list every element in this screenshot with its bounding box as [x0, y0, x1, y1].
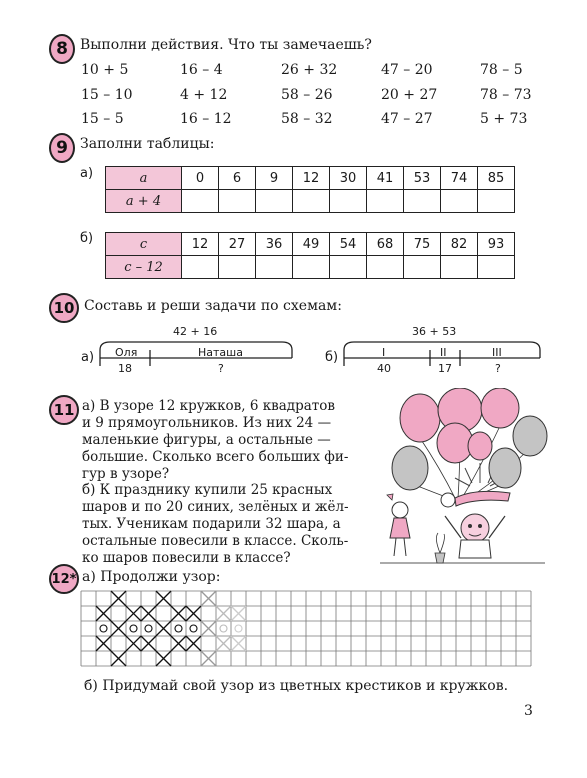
exercise-8-instruction: Выполни действия. Что ты замечаешь? — [80, 37, 372, 53]
table-cell: 6 — [219, 167, 256, 190]
text-line: шаров и по 20 синих, зелёных и жёл- — [82, 499, 349, 515]
scheme-b-part-3: III — [492, 346, 502, 359]
exercise-10-number: 10 — [49, 293, 79, 323]
table-cell: 30 — [330, 167, 367, 190]
table-b-label: б) — [80, 231, 94, 246]
exercise-8-number: 8 — [49, 34, 75, 64]
pattern-cross — [126, 606, 141, 621]
exercise-12b-instruction: б) Придумай свой узор из цветных крестиков и кружков. — [84, 678, 509, 694]
scheme-a-label: а) — [81, 350, 95, 365]
answer-cell[interactable] — [330, 256, 367, 279]
table-b-header: c — [106, 233, 182, 256]
scheme-b-bottom-40: 40 — [377, 362, 391, 375]
expression: 47 – 20 — [381, 62, 433, 78]
table-cell: 36 — [256, 233, 293, 256]
text-line: и 9 прямоугольников. Из них 24 — — [82, 415, 332, 431]
scheme-a-top: 42 + 16 — [173, 325, 218, 338]
table-cell: 12 — [293, 167, 330, 190]
expression: 58 – 32 — [281, 111, 333, 127]
table-cell: 82 — [441, 233, 478, 256]
page-number: 3 — [524, 703, 533, 719]
table-cell: 74 — [441, 167, 478, 190]
pattern-circle — [175, 625, 182, 632]
pattern-cross — [201, 651, 216, 666]
text-line: маленькие фигуры, а остальные — — [82, 432, 331, 448]
expression: 20 + 27 — [381, 87, 438, 103]
text-line: большие. Сколько всего больших фи- — [82, 449, 349, 465]
table-b-row2-header: c – 12 — [106, 256, 182, 279]
answer-cell[interactable] — [478, 190, 515, 213]
pattern-cross — [126, 636, 141, 651]
pattern-cross — [111, 621, 126, 636]
pattern-cross — [156, 591, 171, 606]
pattern-cross — [156, 621, 171, 636]
pattern-circle — [220, 625, 227, 632]
scheme-b-bottom-17: 17 — [438, 362, 452, 375]
scheme-b-part-2: II — [440, 346, 447, 359]
pattern-cross — [141, 636, 156, 651]
table-cell: 41 — [367, 167, 404, 190]
scheme-b-part-1: I — [382, 346, 386, 359]
expression: 15 – 10 — [81, 87, 133, 103]
expression: 78 – 73 — [480, 87, 532, 103]
scheme-b-bottom-unknown: ? — [495, 362, 501, 375]
scheme-b-label: б) — [325, 350, 339, 365]
expression: 4 + 12 — [180, 87, 228, 103]
table-a-row2-header: a + 4 — [106, 190, 182, 213]
expression: 16 – 12 — [180, 111, 232, 127]
scheme-a-bottom-18: 18 — [118, 362, 132, 375]
table-cell: 68 — [367, 233, 404, 256]
pattern-cross — [186, 606, 201, 621]
pattern-cross — [201, 621, 216, 636]
pattern-cross — [201, 591, 216, 606]
expression: 47 – 27 — [381, 111, 433, 127]
pattern-circle — [145, 625, 152, 632]
pattern-cross — [111, 591, 126, 606]
answer-cell[interactable] — [441, 190, 478, 213]
table-a-label: а) — [80, 166, 94, 181]
text-line: б) К празднику купили 25 красных — [82, 482, 333, 498]
answer-cell[interactable] — [293, 190, 330, 213]
pattern-cross — [96, 606, 111, 621]
answer-cell[interactable] — [256, 190, 293, 213]
exercise-11-part-a — [82, 398, 352, 483]
pattern-cross — [231, 636, 246, 651]
answer-cell[interactable] — [404, 190, 441, 213]
exercise-10-instruction: Составь и реши задачи по схемам: — [84, 298, 342, 314]
exercise-12-number: 12* — [49, 564, 79, 594]
pattern-cross — [141, 606, 156, 621]
answer-cell[interactable] — [182, 256, 219, 279]
answer-cell[interactable] — [367, 256, 404, 279]
exercise-9-instruction: Заполни таблицы: — [80, 136, 215, 152]
text-line: остальные повесили в классе. Сколь- — [82, 533, 349, 549]
pattern-cross — [171, 606, 186, 621]
exercise-11-number: 11 — [49, 395, 79, 425]
table-cell: 54 — [330, 233, 367, 256]
table-cell: 93 — [478, 233, 515, 256]
pattern-grid[interactable] — [80, 590, 532, 668]
expression: 58 – 26 — [281, 87, 333, 103]
table-cell: 9 — [256, 167, 293, 190]
table-a — [105, 166, 515, 213]
expression: 10 + 5 — [81, 62, 129, 78]
pattern-cross — [216, 636, 231, 651]
pattern-cross — [111, 651, 126, 666]
answer-cell[interactable] — [219, 190, 256, 213]
text-line: гур в узоре? — [82, 466, 170, 482]
pattern-cross — [216, 606, 231, 621]
pattern-circle — [100, 625, 107, 632]
pattern-cross — [171, 636, 186, 651]
table-cell: 0 — [182, 167, 219, 190]
answer-cell[interactable] — [182, 190, 219, 213]
scheme-a-part-olya: Оля — [115, 346, 138, 359]
pattern-cross — [96, 636, 111, 651]
pattern-circle — [235, 625, 242, 632]
pattern-cross — [156, 651, 171, 666]
table-cell: 75 — [404, 233, 441, 256]
table-cell: 12 — [182, 233, 219, 256]
table-b — [105, 232, 515, 279]
answer-cell[interactable] — [256, 256, 293, 279]
text-line: а) В узоре 12 кружков, 6 квадратов — [82, 398, 335, 414]
exercise-11-part-b — [82, 482, 352, 567]
table-a-header: a — [106, 167, 182, 190]
scheme-a-part-natasha: Наташа — [198, 346, 243, 359]
table-cell: 27 — [219, 233, 256, 256]
answer-cell[interactable] — [441, 256, 478, 279]
answer-cell[interactable] — [330, 190, 367, 213]
balloons-illustration — [360, 388, 560, 573]
answer-cell[interactable] — [293, 256, 330, 279]
expression: 15 – 5 — [81, 111, 124, 127]
table-cell: 85 — [478, 167, 515, 190]
exercise-12a-instruction: а) Продолжи узор: — [82, 569, 221, 585]
answer-cell[interactable] — [404, 256, 441, 279]
exercise-9-number: 9 — [49, 133, 75, 163]
table-cell: 53 — [404, 167, 441, 190]
expression: 78 – 5 — [480, 62, 523, 78]
expression: 26 + 32 — [281, 62, 338, 78]
text-line: тых. Ученикам подарили 32 шара, а — [82, 516, 341, 532]
pattern-circle — [130, 625, 137, 632]
table-cell: 49 — [293, 233, 330, 256]
answer-cell[interactable] — [367, 190, 404, 213]
expression: 16 – 4 — [180, 62, 223, 78]
pattern-circle — [190, 625, 197, 632]
scheme-b-top: 36 + 53 — [412, 325, 457, 338]
answer-cell[interactable] — [478, 256, 515, 279]
text-line: ко шаров повесили в классе? — [82, 550, 291, 566]
pattern-cross — [186, 636, 201, 651]
pattern-cross — [231, 606, 246, 621]
scheme-a-bottom-unknown: ? — [218, 362, 224, 375]
answer-cell[interactable] — [219, 256, 256, 279]
expression: 5 + 73 — [480, 111, 528, 127]
